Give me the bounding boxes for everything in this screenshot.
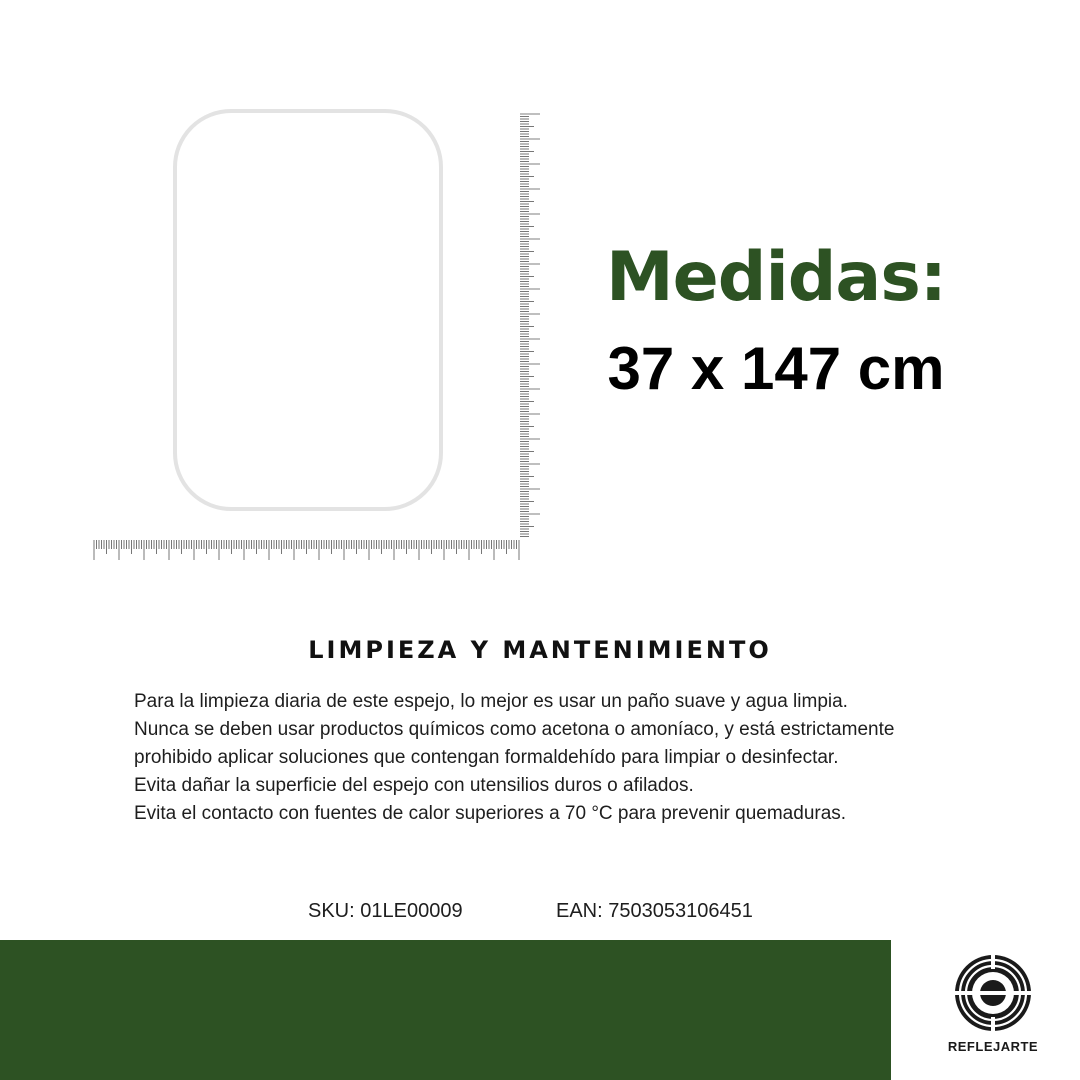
care-line: Evita dañar la superficie del espejo con utensilios duros o afilados. [134, 775, 694, 796]
care-heading: LIMPIEZA Y MANTENIMIENTO [308, 636, 772, 664]
care-line: Para la limpieza diaria de este espejo, lo mejor es usar un paño suave y agua limpia. [134, 691, 848, 712]
vertical-ruler [516, 112, 544, 540]
measurements-value: 37 x 147 cm [607, 335, 945, 402]
mirror-outline [173, 109, 443, 511]
care-instructions [134, 688, 1014, 828]
horizontal-ruler [92, 536, 522, 564]
concentric-rings-logo-icon [953, 953, 1033, 1033]
measurements-title: Medidas: [605, 238, 946, 317]
sku-code: SKU: 01LE00009 [308, 900, 463, 922]
care-line: prohibido aplicar soluciones que contengan formaldehído para limpiar o desinfectar. [134, 747, 839, 768]
care-line: Nunca se deben usar productos químicos como acetona o amoníaco, y está estrictamente [134, 719, 895, 740]
brand-name: REFLEJARTE [947, 1039, 1039, 1054]
footer-green-band [0, 940, 891, 1080]
ean-code: EAN: 7503053106451 [556, 900, 753, 922]
care-line: Evita el contacto con fuentes de calor superiores a 70 °C para prevenir quemaduras. [134, 803, 847, 824]
